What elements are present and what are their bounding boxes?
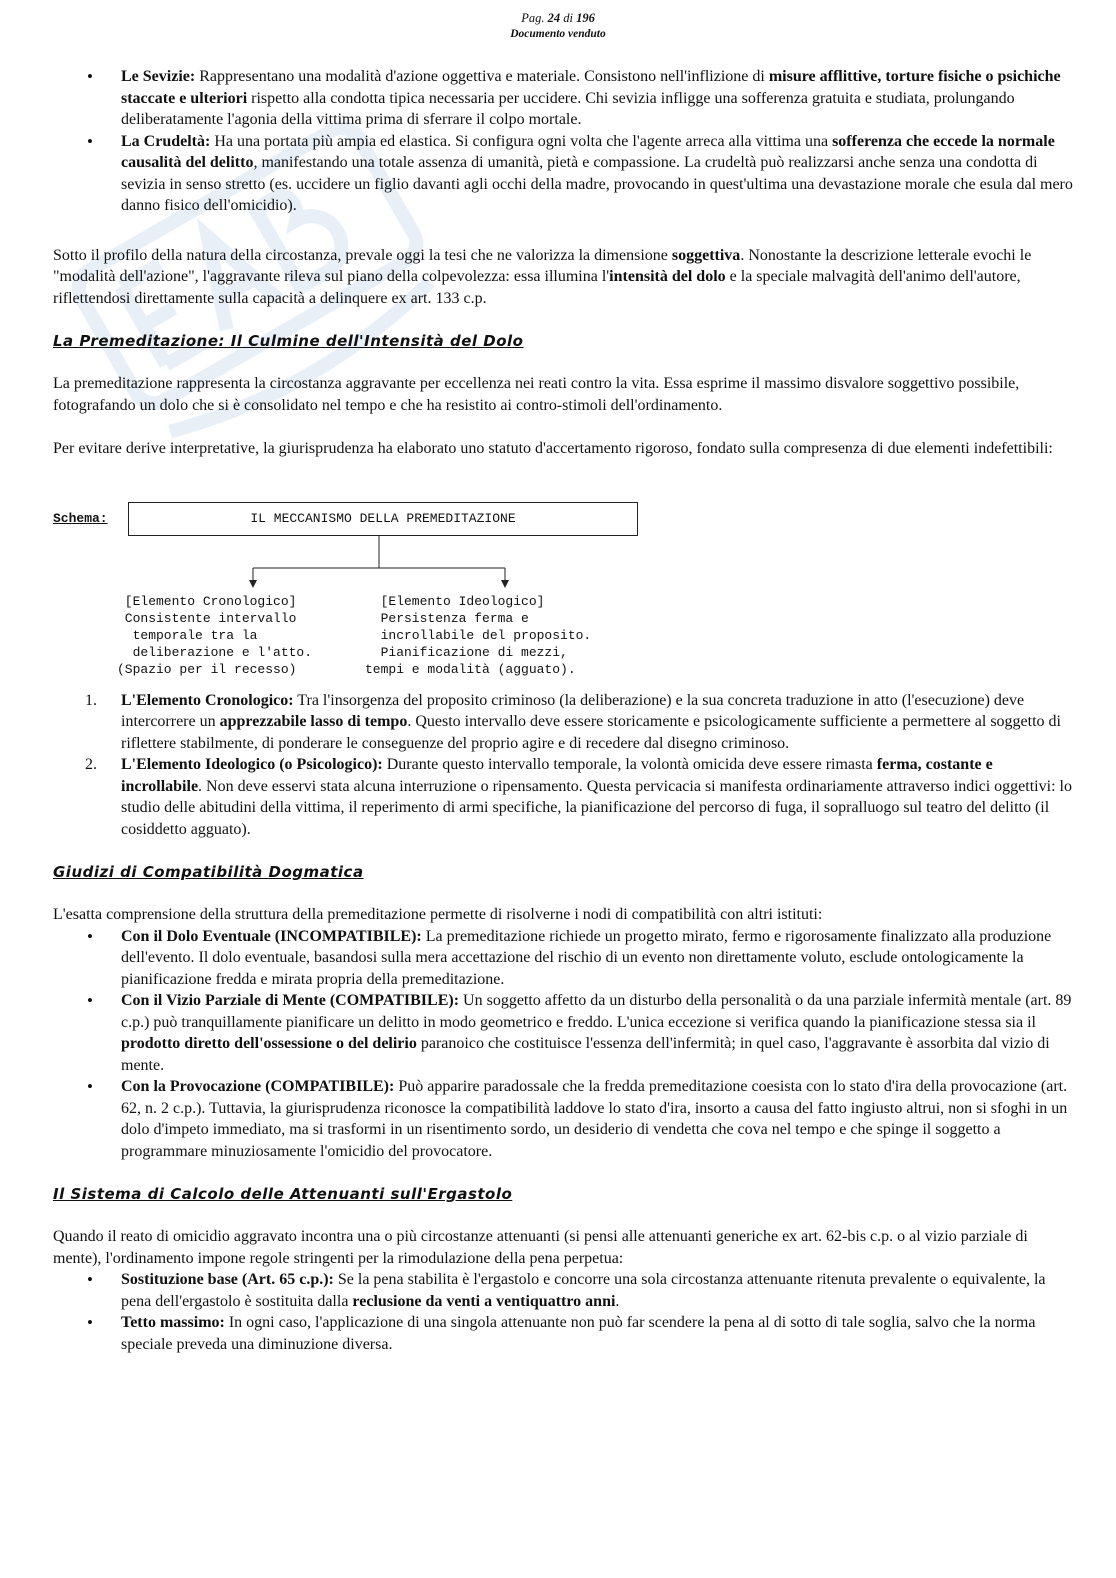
text-run: . Nonostante la descrizione letterale evochi le "modalità dell'azione", l'aggravante rileva sul piano della colpevolezza: essa illumina l' (53, 246, 1032, 285)
paragraph-natura-circostanza (53, 245, 1075, 310)
text-run: Può apparire paradossale che la fredda premeditazione coesista con lo stato d'ira della provocazione (art. 62, n. 2 c.p.). Tuttavia, la giurisprudenza riconosce la compatibilità laddove lo stato d'ira, insorto a causa del fatto ingiusto altrui, non si sfoghi in un dolo d'impeto immediato, ma si trasformi in un risentimento sordo, un desiderio di vendetta che cova nel tempo e che spinge il soggetto a programmare minuziosamente l'omicidio del provocatore. (121, 1078, 1068, 1160)
schema-label: Schema: (53, 510, 108, 526)
bold-text-run: intensità del dolo (609, 268, 726, 285)
text-run: In ogni caso, l'applicazione di una singola attenuante non può far scendere la pena al di sotto di tale soglia, salvo che la norma speciale preveda una diminuzione diversa. (121, 1314, 1036, 1353)
bold-text-run: prodotto diretto dell'ossessione o del delirio (121, 1035, 417, 1052)
text-run: rispetto alla condotta tipica necessaria per uccidere. Chi sevizia infligge una sofferenza gratuita e studiata, prolungando deliberatamente l'agonia della vittima prima di sferrare il colpo mortale. (121, 89, 1015, 128)
text-run: Se la pena stabilita è l'ergastolo e concorre una sola circostanza attenuante ritenuta prevalente o equivalente, la pena dell'ergastolo è sostituita dalla (121, 1271, 1046, 1310)
bold-text-run: Tetto massimo: (121, 1314, 225, 1331)
paragraph-premeditazione-2: Per evitare derive interpretative, la giurisprudenza ha elaborato uno statuto d'accertamento rigoroso, fondato sulla compresenza di due elementi indefettibili: (53, 440, 1053, 457)
bold-text-run: soggettiva (671, 246, 741, 264)
section-heading-premeditazione: La Premeditazione: Il Culmine dell'Intensità del Dolo (53, 332, 524, 350)
numbered-elementi (53, 690, 1075, 841)
section-heading-attenuanti: Il Sistema di Calcolo delle Attenuanti sull'Ergastolo (53, 1185, 513, 1203)
schema-connector-arrows (53, 502, 653, 597)
text-run: . (615, 1292, 620, 1310)
bullet-item (53, 66, 1075, 131)
section-heading-giudizi: Giudizi di Compatibilità Dogmatica (53, 863, 364, 881)
bullets-attenuanti (53, 1269, 1075, 1355)
page-header (0, 10, 1116, 42)
bold-text-run: L'Elemento Ideologico (o Psicologico): (121, 756, 383, 773)
bullet-item (53, 926, 1075, 991)
numbered-item (53, 690, 1075, 755)
schema-elemento-cronologico: [Elemento Cronologico] Consistente intervallo temporale tra la deliberazione e l'atto. (Spazio per il recesso) (117, 593, 313, 677)
schema-elemento-ideologico: [Elemento Ideologico] Persistenza ferma e incrollabile del proposito. Pianificazione di mezzi, tempi e modalità (agguato). (365, 593, 592, 677)
paragraph-giudizi: L'esatta comprensione della struttura della premeditazione permette di risolverne i nodi di compatibilità con altri istituti: (53, 906, 823, 923)
text-run: paranoico che costituisce l'essenza dell'infermità; in quel caso, l'aggravante è assorbita dal vizio di mente. (121, 1035, 1050, 1074)
bold-text-run: apprezzabile lasso di tempo (219, 713, 408, 730)
bold-text-run: reclusione da venti a ventiquattro anni (352, 1292, 616, 1310)
bold-text-run: Sostituzione base (Art. 65 c.p.): (121, 1271, 334, 1288)
text-run: Durante questo intervallo temporale, la volontà omicida deve essere rimasta (382, 756, 877, 773)
bullet-item (53, 990, 1075, 1076)
paragraph-attenuanti: Quando il reato di omicidio aggravato incontra una o più circostanze attenuanti (si pensi alle attenuanti generiche ex art. 62-bis c.p. o al vizio parziale di mente), l'ordinamento impone regole stringenti per la rimodulazione della pena perpetua: (53, 1228, 1028, 1267)
text-run: Un soggetto affetto da un disturbo della personalità o da una parziale infermità mentale (art. 89 c.p.) può tranquillamente pianificare un delitto in modo geometrico e freddo. L'unica eccezione si verifica quando la pianificazione stessa sia il (121, 992, 1072, 1031)
bold-text-run: sofferenza che eccede la normale causalità del delitto (121, 132, 1055, 171)
bullets-compatibilita (53, 926, 1075, 1163)
paragraph-premeditazione-1: La premeditazione rappresenta la circostanza aggravante per eccellenza nei reati contro la vita. Essa esprime il massimo disvalore soggettivo possibile, fotografando un dolo che si è consolidato nel tempo e che ha resistito ai contro-stimoli dell'ordinamento. (53, 375, 1020, 414)
bullet-item (53, 1076, 1075, 1162)
bold-text-run: Le Sevizie: (121, 68, 196, 85)
text-run: La premeditazione richiede un progetto mirato, fermo e rigorosamente finalizzato alla produzione dell'evento. Il dolo eventuale, basandosi sulla mera accettazione del rischio di un evento non direttamente voluto, esclude ontologicamente la pianificazione fredda e mirata propria della premeditazione. (121, 927, 1052, 988)
text-run: Tra l'insorgenza del proposito criminoso (la deliberazione) e la sua concreta traduzione in atto (l'esecuzione) deve intercorrere un (121, 691, 1025, 730)
bold-text-run: Con la Provocazione (COMPATIBILE): (121, 1078, 395, 1095)
schema-diagram (53, 502, 1075, 682)
bullets-sevizie-crudelta (53, 66, 1075, 217)
bold-text-run: Con il Vizio Parziale di Mente (COMPATIBILE): (121, 992, 460, 1009)
text-run: e la speciale malvagità dell'animo dell'autore, riflettendosi direttamente sulla capacità a delinquere ex art. 133 c.p. (53, 268, 1021, 307)
bold-text-run: L'Elemento Cronologico: (121, 691, 294, 709)
bullet-item (53, 131, 1075, 217)
bold-text-run: ferma, costante e incrollabile (121, 756, 993, 795)
text-run: Ha una portata più ampia ed elastica. Si configura ogni volta che l'agente arreca alla vittima una (210, 132, 833, 150)
page-counter: Pag. 24 di 196 (521, 11, 595, 25)
bold-text-run: misure afflittive, torture fisiche o psichiche staccate e ulteriori (121, 68, 1061, 107)
text-run: . Questo intervallo deve essere storicamente e psicologicamente sufficiente a permettere al soggetto di riflettere stabilmente, di ponderare le conseguenze del proprio agire e di recedere dal disegno criminoso. (121, 713, 1061, 752)
text-run: Rappresentano una modalità d'azione oggettiva e materiale. Consistono nell'inflizione di (195, 68, 769, 85)
bullet-item (53, 1312, 1075, 1355)
text-run: . Non deve esservi stata alcuna interruzione o ripensamento. Questa pervicacia si manifesta ordinariamente attraverso indici oggettivi: lo studio delle abitudini della vittima, il reperimento di armi specifiche, la pianificazione del percorso di fuga, il sopralluogo sul teatro del delitto (il cosiddetto agguato). (121, 777, 1072, 838)
page-content (53, 66, 1075, 1355)
item-number: 1. (85, 691, 97, 709)
document-status: Documento venduto (510, 28, 606, 40)
item-number: 2. (85, 756, 97, 773)
numbered-item (53, 754, 1075, 840)
bold-text-run: La Crudeltà: (121, 132, 211, 150)
text-run: Sotto il profilo della natura della circostanza, prevale oggi la tesi che ne valorizza la dimensione (53, 246, 672, 264)
bullet-item (53, 1269, 1075, 1312)
bold-text-run: Con il Dolo Eventuale (INCOMPATIBILE): (121, 927, 422, 945)
schema-title-box: IL MECCANISMO DELLA PREMEDITAZIONE (128, 502, 638, 536)
text-run: , manifestando una totale assenza di umanità, pietà e compassione. La crudeltà può realizzarsi anche senza una condotta di sevizia in senso stretto (es. uccidere un figlio davanti agli occhi della madre, provocando in quest'ultima una devastazione morale che esula dal mero danno fisico dell'omicidio). (121, 154, 1073, 214)
